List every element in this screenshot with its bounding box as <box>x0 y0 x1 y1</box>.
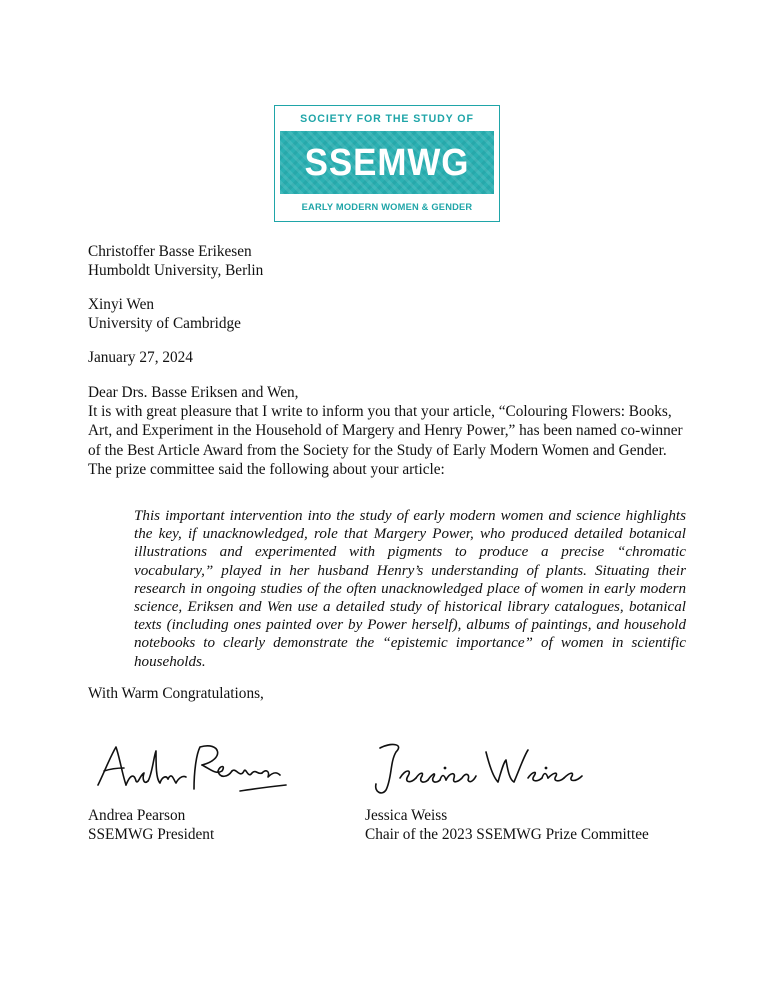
signer-1 <box>88 806 214 844</box>
signer-2 <box>365 806 649 844</box>
letter-date: January 27, 2024 <box>88 349 193 366</box>
signature-jessica-weiss <box>370 738 590 800</box>
logo-main-text: SSEMWG <box>304 142 470 184</box>
logo-band <box>280 131 494 194</box>
signature-andrea-pearson <box>90 735 290 797</box>
recipient-2 <box>88 295 241 333</box>
signer-name: Jessica Weiss <box>365 807 448 824</box>
signature-dot <box>545 767 548 770</box>
body-paragraph: It is with great pleasure that I write to inform you that your article, “Colouring Flowers: Books, Art, and Experiment in the Household of Margery and Henry Power,” has been named co-winner of the Best Article Award from the Society for the Study of Early Modern Women and Gender. The prize committee said the following about your article: <box>88 403 683 478</box>
society-logo <box>274 105 500 222</box>
signer-name: Andrea Pearson <box>88 807 186 824</box>
committee-quote: This important intervention into the study of early modern women and science highlights the key, if unacknowledged, role that Margery Power, who produced detailed botanical illustrations and experimented with pigments to produce a precise “chromatic vocabulary,” played in her husband Henry’s understanding of plants. Situating their research in ongoing studies of the often unacknowledged place of women in early modern science, Eriksen and Wen use a detailed study of historical library catalogues, botanical texts (including ones painted over by Power herself), albums of paintings, and household notebooks to clearly demonstrate the “epistemic importance” of women in scientific households. <box>134 508 686 670</box>
signer-title: Chair of the 2023 SSEMWG Prize Committee <box>365 826 649 843</box>
signature-dot <box>444 767 447 770</box>
logo-top-text: SOCIETY FOR THE STUDY OF <box>300 113 474 125</box>
recipient-1 <box>88 242 263 280</box>
closing: With Warm Congratulations, <box>88 685 264 702</box>
salutation: Dear Drs. Basse Eriksen and Wen, <box>88 384 299 401</box>
logo-bottom-text: EARLY MODERN WOMEN & GENDER <box>301 202 473 212</box>
recipient-affiliation: Humboldt University, Berlin <box>88 262 264 279</box>
recipient-affiliation: University of Cambridge <box>88 315 241 332</box>
signer-title: SSEMWG President <box>88 826 215 843</box>
recipient-name: Christoffer Basse Erikesen <box>88 243 252 260</box>
recipient-name: Xinyi Wen <box>88 296 155 313</box>
